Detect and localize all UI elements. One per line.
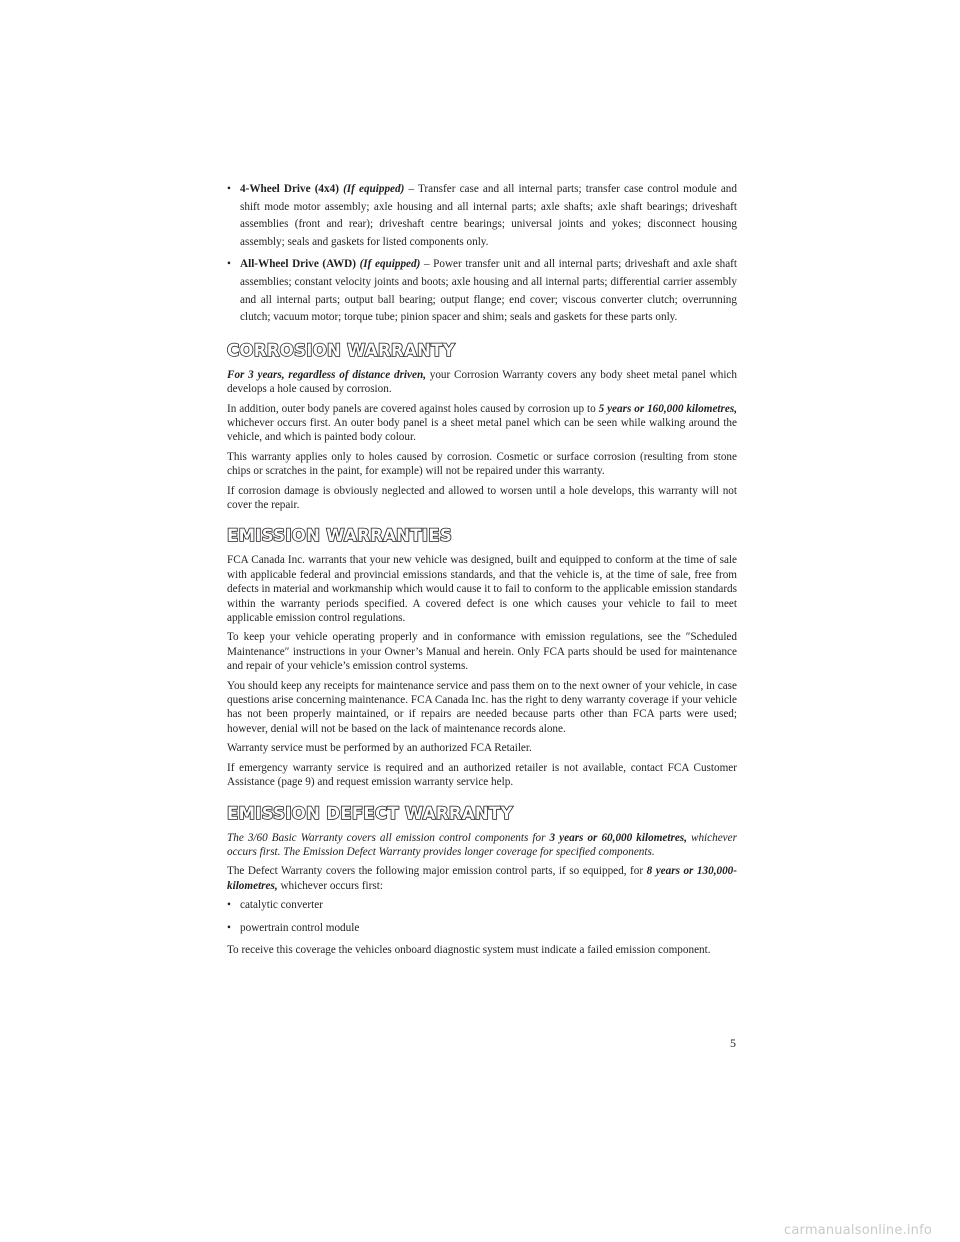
- corrosion-text: In addition, outer body panels are covered against holes caused by corrosion up to: [227, 402, 599, 415]
- emission-paragraph-5: If emergency warranty service is required and an authorized retailer is not available, contact FCA Customer Assistance (page 9) and request emission warranty service help.: [227, 761, 737, 789]
- watermark: carmanualsonline.info: [784, 1223, 933, 1238]
- bullet-marker: •: [227, 899, 231, 912]
- defect-emphasis: 3 years or 60,000 kilometres,: [549, 831, 687, 844]
- page-number: 5: [730, 1036, 736, 1050]
- defect-heading: EMISSION DEFECT WARRANTY: [227, 803, 513, 823]
- bullet-awd: [227, 256, 737, 326]
- defect-paragraph-1: [227, 831, 737, 860]
- defect-text: The 3/60 Basic Warranty covers all emission control components for: [227, 831, 550, 844]
- emission-paragraph-2: To keep your vehicle operating properly and in conformance with emission regulations, see the ″Scheduled Maintenance″ instructions in your Owner’s Manual and herein. Only FCA parts should be used for maintenance and repair of your vehicle’s emission control systems.: [227, 631, 737, 673]
- corrosion-emphasis: 5 years or 160,000 kilometres,: [598, 402, 737, 415]
- defect-text: whichever occurs first:: [277, 879, 383, 892]
- bullet-marker: •: [227, 183, 231, 195]
- page-content: [227, 181, 737, 962]
- defect-paragraph-3: To receive this coverage the vehicles onboard diagnostic system must indicate a failed emission component.: [227, 943, 711, 956]
- list-item-text: catalytic converter: [240, 899, 323, 912]
- emission-paragraph-4: Warranty service must be performed by an authorized FCA Retailer.: [227, 742, 532, 755]
- bullet-text: – Power transfer unit and all internal parts; driveshaft and axle shaft assemblies; constant velocity joints and boots; axle housing and all internal parts; differential carrier assembly and all internal parts; output ball bearing; output flange; end cover; viscous converter clutch; overrunning clutch; vacuum motor; torque tube; pinion spacer and shim; seals and gaskets for these parts only.: [240, 258, 737, 324]
- corrosion-paragraph-2: [227, 402, 737, 445]
- corrosion-paragraph-4: If corrosion damage is obviously neglected and allowed to worsen until a hole develops, this warranty will not cover the repair.: [227, 484, 737, 511]
- list-item: [227, 898, 737, 912]
- emission-paragraph-3: You should keep any receipts for maintenance service and pass them on to the next owner of your vehicle, in case questions arise concerning maintenance. FCA Canada Inc. has the right to deny warranty coverage if your vehicle has not been properly maintained, or if repairs are needed because parts other than FCA parts were used; however, denial will not be based on the lack of maintenance records alone.: [227, 679, 737, 735]
- bullet-text: – Transfer case and all internal parts; transfer case control module and shift mode motor assembly; axle housing and all internal parts; axle shafts; axle shaft bearings; driveshaft assemblies (front and rear); driveshaft centre bearings; universal joints and yokes; disconnect housing assembly; seals and gaskets for listed components only.: [240, 183, 737, 248]
- bullet-marker: •: [227, 258, 231, 271]
- defect-text: whichever occurs first. The Emission Defect Warranty provides longer coverage for specified components.: [227, 831, 737, 858]
- bullet-4wd: [227, 181, 737, 251]
- list-item: [227, 921, 737, 935]
- corrosion-text: whichever occurs first. An outer body panel is a sheet metal panel which can be seen while walking around the vehicle, and which is painted body colour.: [227, 416, 737, 444]
- defect-text: The Defect Warranty covers the following major emission control parts, if so equipped, for: [227, 865, 647, 878]
- corrosion-paragraph-3: This warranty applies only to holes caused by corrosion. Cosmetic or surface corrosion (resulting from stone chips or scratches in the paint, for example) will not be repaired under this warranty.: [227, 450, 737, 478]
- emission-heading: EMISSION WARRANTIES: [227, 526, 453, 546]
- bullet-qualifier: (If equipped): [359, 258, 421, 271]
- corrosion-text: your Corrosion Warranty covers any body sheet metal panel which develops a hole caused by corrosion.: [227, 368, 737, 396]
- bullet-qualifier: (If equipped): [343, 183, 405, 195]
- list-item-text: powertrain control module: [240, 921, 360, 934]
- defect-emphasis: 8 years or 130,000-kilometres,: [227, 865, 738, 892]
- defect-paragraph-2: [227, 864, 737, 893]
- bullet-marker: •: [227, 921, 231, 934]
- bullet-title: All-Wheel Drive (AWD): [240, 258, 356, 271]
- corrosion-paragraph-1: [227, 368, 737, 397]
- corrosion-lead: For 3 years, regardless of distance driven,: [227, 368, 426, 381]
- bullet-title: 4-Wheel Drive (4x4): [240, 183, 339, 195]
- emission-paragraph-1: FCA Canada Inc. warrants that your new vehicle was designed, built and equipped to conform at the time of sale with applicable federal and provincial emissions standards, and that the vehicle is, at the time of sale, free from defects in material and workmanship which would cause it to fail to conform to the applicable emission standards within the warranty periods specified. A covered defect is one which causes your vehicle to fail to meet applicable emission control regulations.: [227, 554, 737, 625]
- corrosion-heading: CORROSION WARRANTY: [227, 340, 455, 360]
